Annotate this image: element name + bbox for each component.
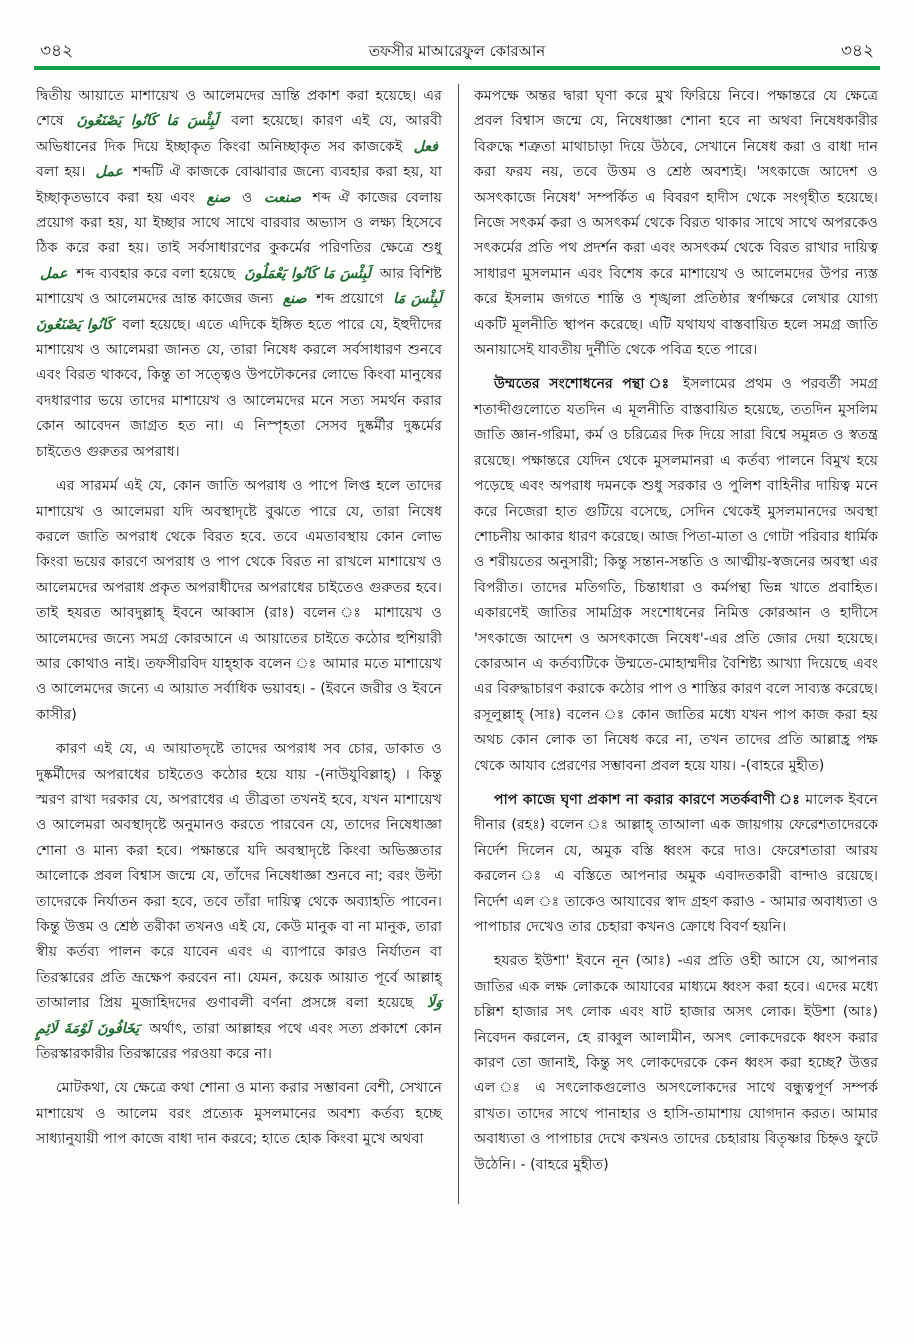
- text: শব্দ ব্যবহার করে বলা হয়েছে: [76, 265, 236, 282]
- text: দ্বিতীয় আয়াতে মাশায়েখ ও আলেমদের ভ্রান্তি প্রকাশ করা হয়েছে। এর শেষে: [36, 88, 442, 130]
- text: বলা হয়েছে। কারণ এই যে, আরবী অভিধানের দিক দিয়ে ইচ্ছাকৃত কিংবা অনিচ্ছাকৃত সব কাজকেই: [36, 113, 443, 155]
- arabic-phrase: لَبِئْسَ مَا كَانُوا يَصْنَعُونَ: [36, 291, 442, 333]
- text: ও: [241, 189, 253, 206]
- text: শব্দটি ঐ কাজকে বোঝাবার জন্যে ব্যবহার করা হয়, যা ইচ্ছাকৃতভাবে করা হয় এবং: [36, 164, 443, 206]
- arabic-phrase: وَلَا يَخَافُونَ لَوْمَةَ لَائِمٍ: [36, 995, 442, 1037]
- page-number-left: ৩৪২: [40, 41, 74, 61]
- column-divider: [458, 84, 459, 1204]
- text: কারণ এই যে, এ আয়াতদৃষ্টে তাদের অপরাধ সব চোর, ডাকাত ও দুষ্কর্মীদের অপরাধের চাইতেও কঠোর হয়ে যায় -(নাউযুবিল্লাহ্) । কিন্তু স্মরণ রাখা দরকার যে, অপরাধের এ তীব্রতা তখনই হবে, যখন মাশায়েখ ও আলেমরা অবস্থাদৃষ্টে অনুমানও করতে পারবেন যে, তাদের নিষেধাজ্ঞা শোনা ও মান্য করা হবে। পক্ষান্তরে যদি অবস্থাদৃষ্টে কিংবা অভিজ্ঞতার আলোকে প্রবল বিশ্বাস জন্মে যে, তাঁদের নিষেধাজ্ঞা শুনবে না; বরং উল্টা তাদেরকে নির্যাতন করা হবে, তবে তাঁরা দায়িত্ব থেকে অব্যাহতি পাবেন। কিন্তু উত্তম ও শ্রেষ্ঠ তরীকা তখনও এই যে, কেউ মানুক বা না মানুক, তারা স্বীয় কর্তব্য পালন করে যাবেন এবং এ ব্যাপারে কারও নির্যাতন বা তিরস্কারের প্রতি ভ্রূক্ষেপ করবেন না। যেমন, কয়েক আয়াত পূর্বে আল্লাহ্ তাআলার প্রিয় মুজাহিদদের গুণাবলী বর্ণনা প্রসঙ্গে বলা হয়েছে: [36, 741, 442, 1012]
- text: আর বিশিষ্ট মাশায়েখ ও আলেমদের ভ্রান্ত কাজের জন্য: [36, 265, 442, 308]
- book-title: তফসীর মাআরেফুল কোরআন: [368, 42, 546, 60]
- paragraph: [474, 788, 878, 940]
- paragraph: [474, 372, 878, 779]
- paragraph: [36, 84, 442, 465]
- text: বলা হয়েছে। এতে এদিকে ইঙ্গিত হতে পারে যে, ইহুদীদের মাশায়েখ ও আলেমরা জানত যে, তারা নিষেধ করলে সর্বসাধারণ শুনবে এবং বিরত থাকবে, কিন্তু তা সত্ত্বেও উপঢৌকনের লোভে কিংবা মানুষের বদধারণার ভয়ে তাদের মাশায়েখ ও আলেমদের মনে সত্য সমর্থন করার কোন আবেদন জাগ্রত হত না। এ নিস্পৃহতা সেসব দুষ্কর্মীর দুষ্কর্মের চাইতেও গুরুতর অপরাধ।: [36, 316, 442, 460]
- arabic-word: صنعت: [263, 189, 302, 206]
- arabic-word: فعل: [413, 138, 438, 155]
- paragraph: এর সারমর্ম এই যে, কোন জাতি অপরাধ ও পাপে লিপ্ত হলে তাদের মাশায়েখ ও আলেমরা যদি অবস্থাদৃষ্টে বুঝতে পারে যে, তারা নিষেধ করলে জাতি অপরাধ থেকে বিরত হবে. তবে এমতাবস্থায় কোন লোভ কিংবা ভয়ের কারণে অপরাধ ও পাপ থেকে বিরত না রাখলে মাশায়েখ ও আলেমদের অপরাধ প্রকৃত অপরাধীদের অপরাধের চাইতেও গুরুতর হবে। তাই হযরত আবদুল্লাহ্ ইবনে আব্বাস (রাঃ) বলেন ঃ মাশায়েখ ও আলেমদের জন্যে সমগ্র কোরআনে এ আয়াতের চাইতে কঠোর হুশিয়ারী আর কোথাও নাই। তফসীরবিদ যাহ্হাক বলেন ঃ আমার মতে মাশায়েখ ও আলেমদের জন্যে এ আয়াত সর্বাধিক ভয়াবহ। - (ইবনে জরীর ও ইবনে কাসীর): [36, 478, 442, 723]
- text: শব্দ ঐ কাজের বেলায় প্রয়োগ করা হয়, যা ইচ্ছার সাথে সাথে বারবার অভ্যাস ও লক্ষ্য হিসেবে ঠিক করে করা হয়। তাই সর্বসাধারণের কুকর্মের পরিণতির ক্ষেত্রে শুধু: [36, 189, 442, 257]
- text: বলা হয়।: [36, 164, 86, 181]
- section-heading: পাপ কাজে ঘৃণা প্রকাশ না করার কারণে সতর্কবাণী ঃ: [494, 791, 801, 808]
- header-rule: [34, 66, 880, 70]
- page-header: [34, 30, 880, 68]
- arabic-word: صنع: [206, 189, 231, 206]
- text: অর্থাৎ, তারা আল্লাহর পথে এবং সত্য প্রকাশে কোন তিরস্কারকারীর তিরস্কারের পরওয়া করে না।: [36, 1020, 442, 1063]
- text: মালেক ইবনে দীনার (রহঃ) বলেন ঃ আল্লাহ্ তাআলা এক জায়গায় ফেরেশতাদেরকে নির্দেশ দিলেন যে, অমুক বস্তি ধ্বংস করে দাও। ফেরেশতারা আরয করলেন ঃ এ বস্তিতে আপনার অমুক এবাদতকারী বান্দাও রয়েছে। নির্দেশ এল ঃ তাকেও আযাবের স্বাদ গ্রহণ করাও - আমার অবাধ্যতা ও পাপাচার দেখেও তার চেহারা কখনও ক্রোধে বিবর্ণ হয়নি।: [474, 791, 878, 935]
- section-heading: উম্মতের সংশোধনের পন্থা ঃ: [494, 376, 674, 393]
- arabic-phrase: لَبِئْسَ مَا كَانُوا يَصْنَعُونَ: [76, 113, 219, 130]
- text: শব্দ প্রয়োগে: [316, 291, 384, 308]
- arabic-word: عمل: [95, 164, 123, 181]
- paragraph: কমপক্ষে অন্তর দ্বারা ঘৃণা করে মুখ ফিরিয়ে নিবে। পক্ষান্তরে যে ক্ষেত্রে প্রবল বিশ্বাস জন্মে যে, নিষেধাজ্ঞা শোনা হবে না অথবা নিষেধকারীর বিরুদ্ধে শত্রুতা মাথাচাড়া দিয়ে উঠবে, সেখানে নিষেধ করা ও বাধা দান করা ফরয নয়, তবে উত্তম ও শ্রেষ্ঠ অবশ্যই। 'সৎকাজে আদেশ ও অসৎকাজে নিষেধ' সম্পর্কিত এ বিবরণ হাদীস থেকে সংগৃহীত হয়েছে। নিজে সৎকর্ম করা ও অসৎকর্ম থেকে বিরত থাকার সাথে সাথে অপরকেও সৎকর্মের প্রতি পথ প্রদর্শন করা এবং অসৎকর্ম থেকে বিরত রাখার দায়িত্ব সাধারণ মুসলমান এবং বিশেষ করে মাশায়েখ ও আলেমদের উপর ন্যস্ত করে ইসলাম জগতে শান্তি ও শৃঙ্খলা প্রতিষ্ঠার স্বর্ণাক্ষরে লেখার যোগ্য একটি মূলনীতি স্থাপন করেছে। এটি যথাযথ বাস্তবায়িত হলে সমগ্র জাতি অনায়াসেই যাবতীয় দুর্নীতি থেকে পবিত্র হতে পারে।: [474, 88, 878, 359]
- arabic-word: صنع: [282, 291, 307, 308]
- paragraph: হযরত ইউশা' ইবনে নূন (আঃ) -এর প্রতি ওহী আসে যে, আপনার জাতির এক লক্ষ লোককে আযাবের মাধ্যমে ধ্বংস করা হবে। এদের মধ্যে চল্লিশ হাজার সৎ লোক এবং ষাট হাজার অসৎ লোক। ইউশা (আঃ) নিবেদন করলেন, হে রাব্বুল আলামীন, অসৎ লোকদেরকে ধ্বংস করার কারণ তো জানাই, কিন্তু সৎ লোকদেরকে কেন ধ্বংস করা হচ্ছে? উত্তর এল ঃ এ সৎলোকগুলোও অসৎলোকদের সাথে বন্ধুত্বপূর্ণ সম্পর্ক রাখত। তাদের সাথে পানাহার ও হাসি-তামাশায় যোগদান করত। আমার অবাধ্যতা ও পাপাচার দেখে কখনও তাদের চেহারায় বিতৃষ্ণার চিহ্নও ফুটে উঠেনি। - (বাহরে মুহীত): [474, 953, 878, 1173]
- right-column: [474, 84, 878, 1187]
- page-number-right: ৩৪২: [840, 41, 874, 61]
- arabic-phrase: لَبِئْسَ مَا كَانُوا يَعْمَلُونَ: [244, 265, 371, 282]
- paragraph: মোটকথা, যে ক্ষেত্রে কথা শোনা ও মান্য করার সম্ভাবনা বেশী, সেখানে মাশায়েখ ও আলেম বরং প্রত্যেক মুসলমানের অবশ্য কর্তব্য হচ্ছে সাধ্যানুযায়ী পাপ কাজে বাধা দান করবে; হাতে হোক কিংবা মুখে অথবা: [36, 1080, 442, 1148]
- paragraph: [36, 737, 442, 1067]
- text: ইসলামের প্রথম ও পরবর্তী সমগ্র শতাব্দীগুলোতে যতদিন এ মূলনীতি বাস্তবায়িত হয়েছে, ততদিন মুসলিম জাতি জ্ঞান-গরিমা, কর্ম ও চরিত্রের দিক দিয়ে সারা বিশ্বে সমুন্নত ও স্বতন্ত্র রয়েছে। পক্ষান্তরে যেদিন থেকে মুসলমানরা এ কর্তব্য পালনে বিমুখ হয়ে পড়েছে এবং অপরাধ দমনকে শুধু সরকার ও পুলিশ বাহিনীর দায়িত্ব মনে করে নিজেরা হাত গুটিয়ে বসেছে, সেদিন থেকেই মুসলমানদের অবস্থা শোচনীয় আকার ধারণ করেছে। আজ পিতা-মাতা ও গোটা পরিবার ধার্মিক ও শরীয়তের অনুসারী; কিন্তু সন্তান-সন্ততি ও আত্মীয়-স্বজনের অবস্থা এর বিপরীত। তাদের মতিগতি, চিন্তাধারা ও কর্মপন্থা ভিন্ন খাতে প্রবাহিত। একারণেই জাতির সামগ্রিক সংশোধনের নিমিত্ত কোরআন ও হাদীসে 'সৎকাজে আদেশ ও অসৎকাজে নিষেধ'-এর প্রতি জোর দেয়া হয়েছে। কোরআন এ কর্তব্যটিকে উম্মতে-মোহাম্মদীর বৈশিষ্ট্য আখ্যা দিয়েছে এবং এর বিরুদ্ধাচারণ করাকে কঠোর পাপ ও শাস্তির কারণ বলে সাব্যস্ত করেছে। রসূলুল্লাহ্ (সাঃ) বলেন ঃ কোন জাতির মধ্যে যখন পাপ কাজ করা হয় অথচ কোন লোক তা নিষেধ করে না, তখন তাদের প্রতি আল্লাহ্র পক্ষ থেকে আযাব প্রেরণের সম্ভাবনা প্রবল হয়ে যায়। -(বাহরে মুহীত): [474, 376, 878, 774]
- left-column: [36, 84, 442, 1162]
- arabic-word: عمل: [40, 265, 68, 282]
